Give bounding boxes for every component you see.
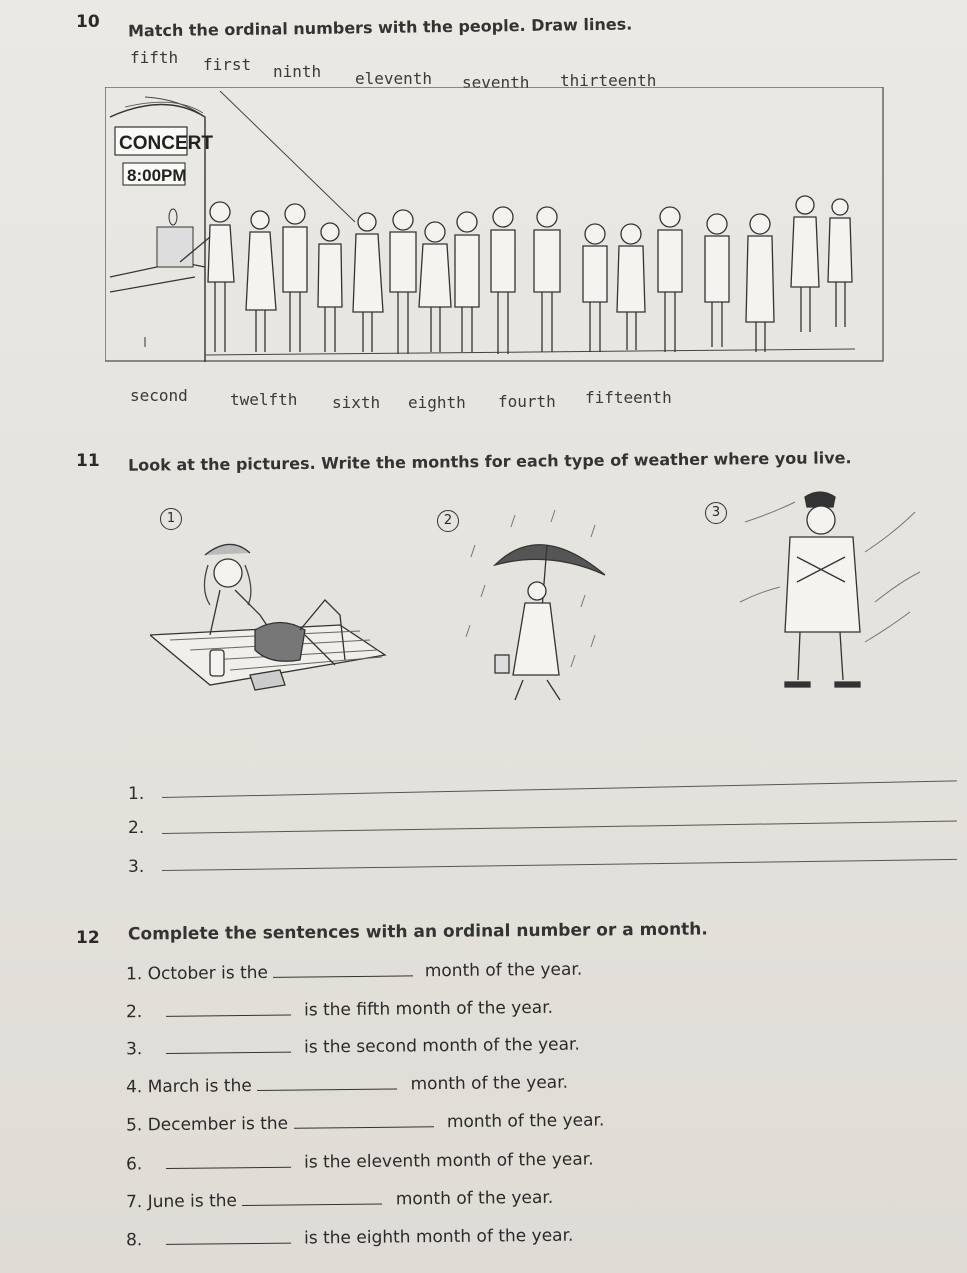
answer-blank[interactable] [273,974,413,977]
answer-label-1: 1. [128,784,145,804]
rainy-day-illustration [455,505,615,710]
answer-line-3[interactable] [162,859,957,871]
sign-concert: CONCERT [119,133,213,154]
answer-blank[interactable] [242,1203,382,1206]
picture-number-2: 2 [437,510,459,532]
sentence-item-4 [126,1073,568,1098]
item-number: 2. [125,1002,143,1023]
sign-time: 8:00PM [127,166,187,185]
sentence-item-2 [126,998,553,1022]
item-number: 8. [125,1230,143,1251]
item-text-before: June is the [147,1191,238,1213]
ordinal-word-top: seventh [462,73,530,92]
item-text-after: is the fifth month of the year. [303,997,554,1021]
ordinal-word-bottom: twelfth [230,390,298,409]
item-number: 7. [125,1192,143,1213]
sentence-item-7 [126,1188,553,1212]
picture-number-3: 3 [705,502,727,524]
item-number: 5. [125,1115,143,1136]
sentence-item-6 [126,1150,594,1175]
item-text-after: month of the year. [395,1187,554,1210]
exercise-12-number: 12 [76,928,100,948]
answer-label-3: 3. [128,857,145,877]
item-number: 4. [125,1077,143,1098]
exercise-11-instruction: Look at the pictures. Write the months for each type of weather where you live. [127,448,852,475]
ordinal-word-top: eleventh [355,69,433,88]
ordinal-word-top: thirteenth [560,71,657,90]
answer-blank[interactable] [294,1125,434,1128]
exercise-10-instruction: Match the ordinal numbers with the people. Draw lines. [127,14,633,41]
picture-number-1: 1 [160,508,182,530]
concert-queue-illustration [105,87,885,362]
answer-blank[interactable] [257,1087,397,1090]
ordinal-word-top: fifth [130,48,179,67]
ordinal-word-bottom: second [130,386,188,405]
ordinal-word-top: first [203,55,252,74]
sentence-item-1 [126,960,582,985]
item-text-before: March is the [147,1075,252,1098]
ordinal-word-top: ninth [273,62,322,81]
item-text-after: is the eighth month of the year. [303,1225,574,1249]
ordinal-word-bottom: eighth [408,393,466,412]
item-text-before: December is the [147,1113,289,1136]
item-number: 3. [125,1039,143,1060]
ordinal-word-bottom: fifteenth [585,388,672,407]
answer-line-1[interactable] [162,780,957,798]
answer-blank[interactable] [166,1166,291,1169]
exercise-10-number: 10 [76,12,100,32]
answer-blank[interactable] [166,1242,291,1245]
sentence-item-8 [126,1226,574,1251]
answer-blank[interactable] [166,1014,291,1017]
item-text-after: month of the year. [424,959,583,982]
ordinal-word-bottom: fourth [498,392,556,411]
sentence-item-5 [126,1110,605,1135]
exercise-11-number: 11 [76,451,100,471]
sentence-item-3 [126,1035,580,1060]
item-number: 6. [125,1154,143,1175]
answer-blank[interactable] [166,1051,291,1054]
exercise-12-instruction: Complete the sentences with an ordinal number or a month. [127,919,708,945]
answer-line-2[interactable] [162,821,957,834]
cold-windy-illustration [735,482,925,700]
answer-label-2: 2. [128,818,145,838]
item-text-before: October is the [147,962,269,985]
ordinal-word-bottom: sixth [332,393,381,412]
item-number: 1. [125,964,143,985]
item-text-after: month of the year. [410,1072,569,1095]
item-text-after: is the eleventh month of the year. [303,1149,594,1173]
sunny-beach-illustration [150,535,390,700]
item-text-after: month of the year. [446,1110,605,1133]
item-text-after: is the second month of the year. [303,1034,580,1058]
